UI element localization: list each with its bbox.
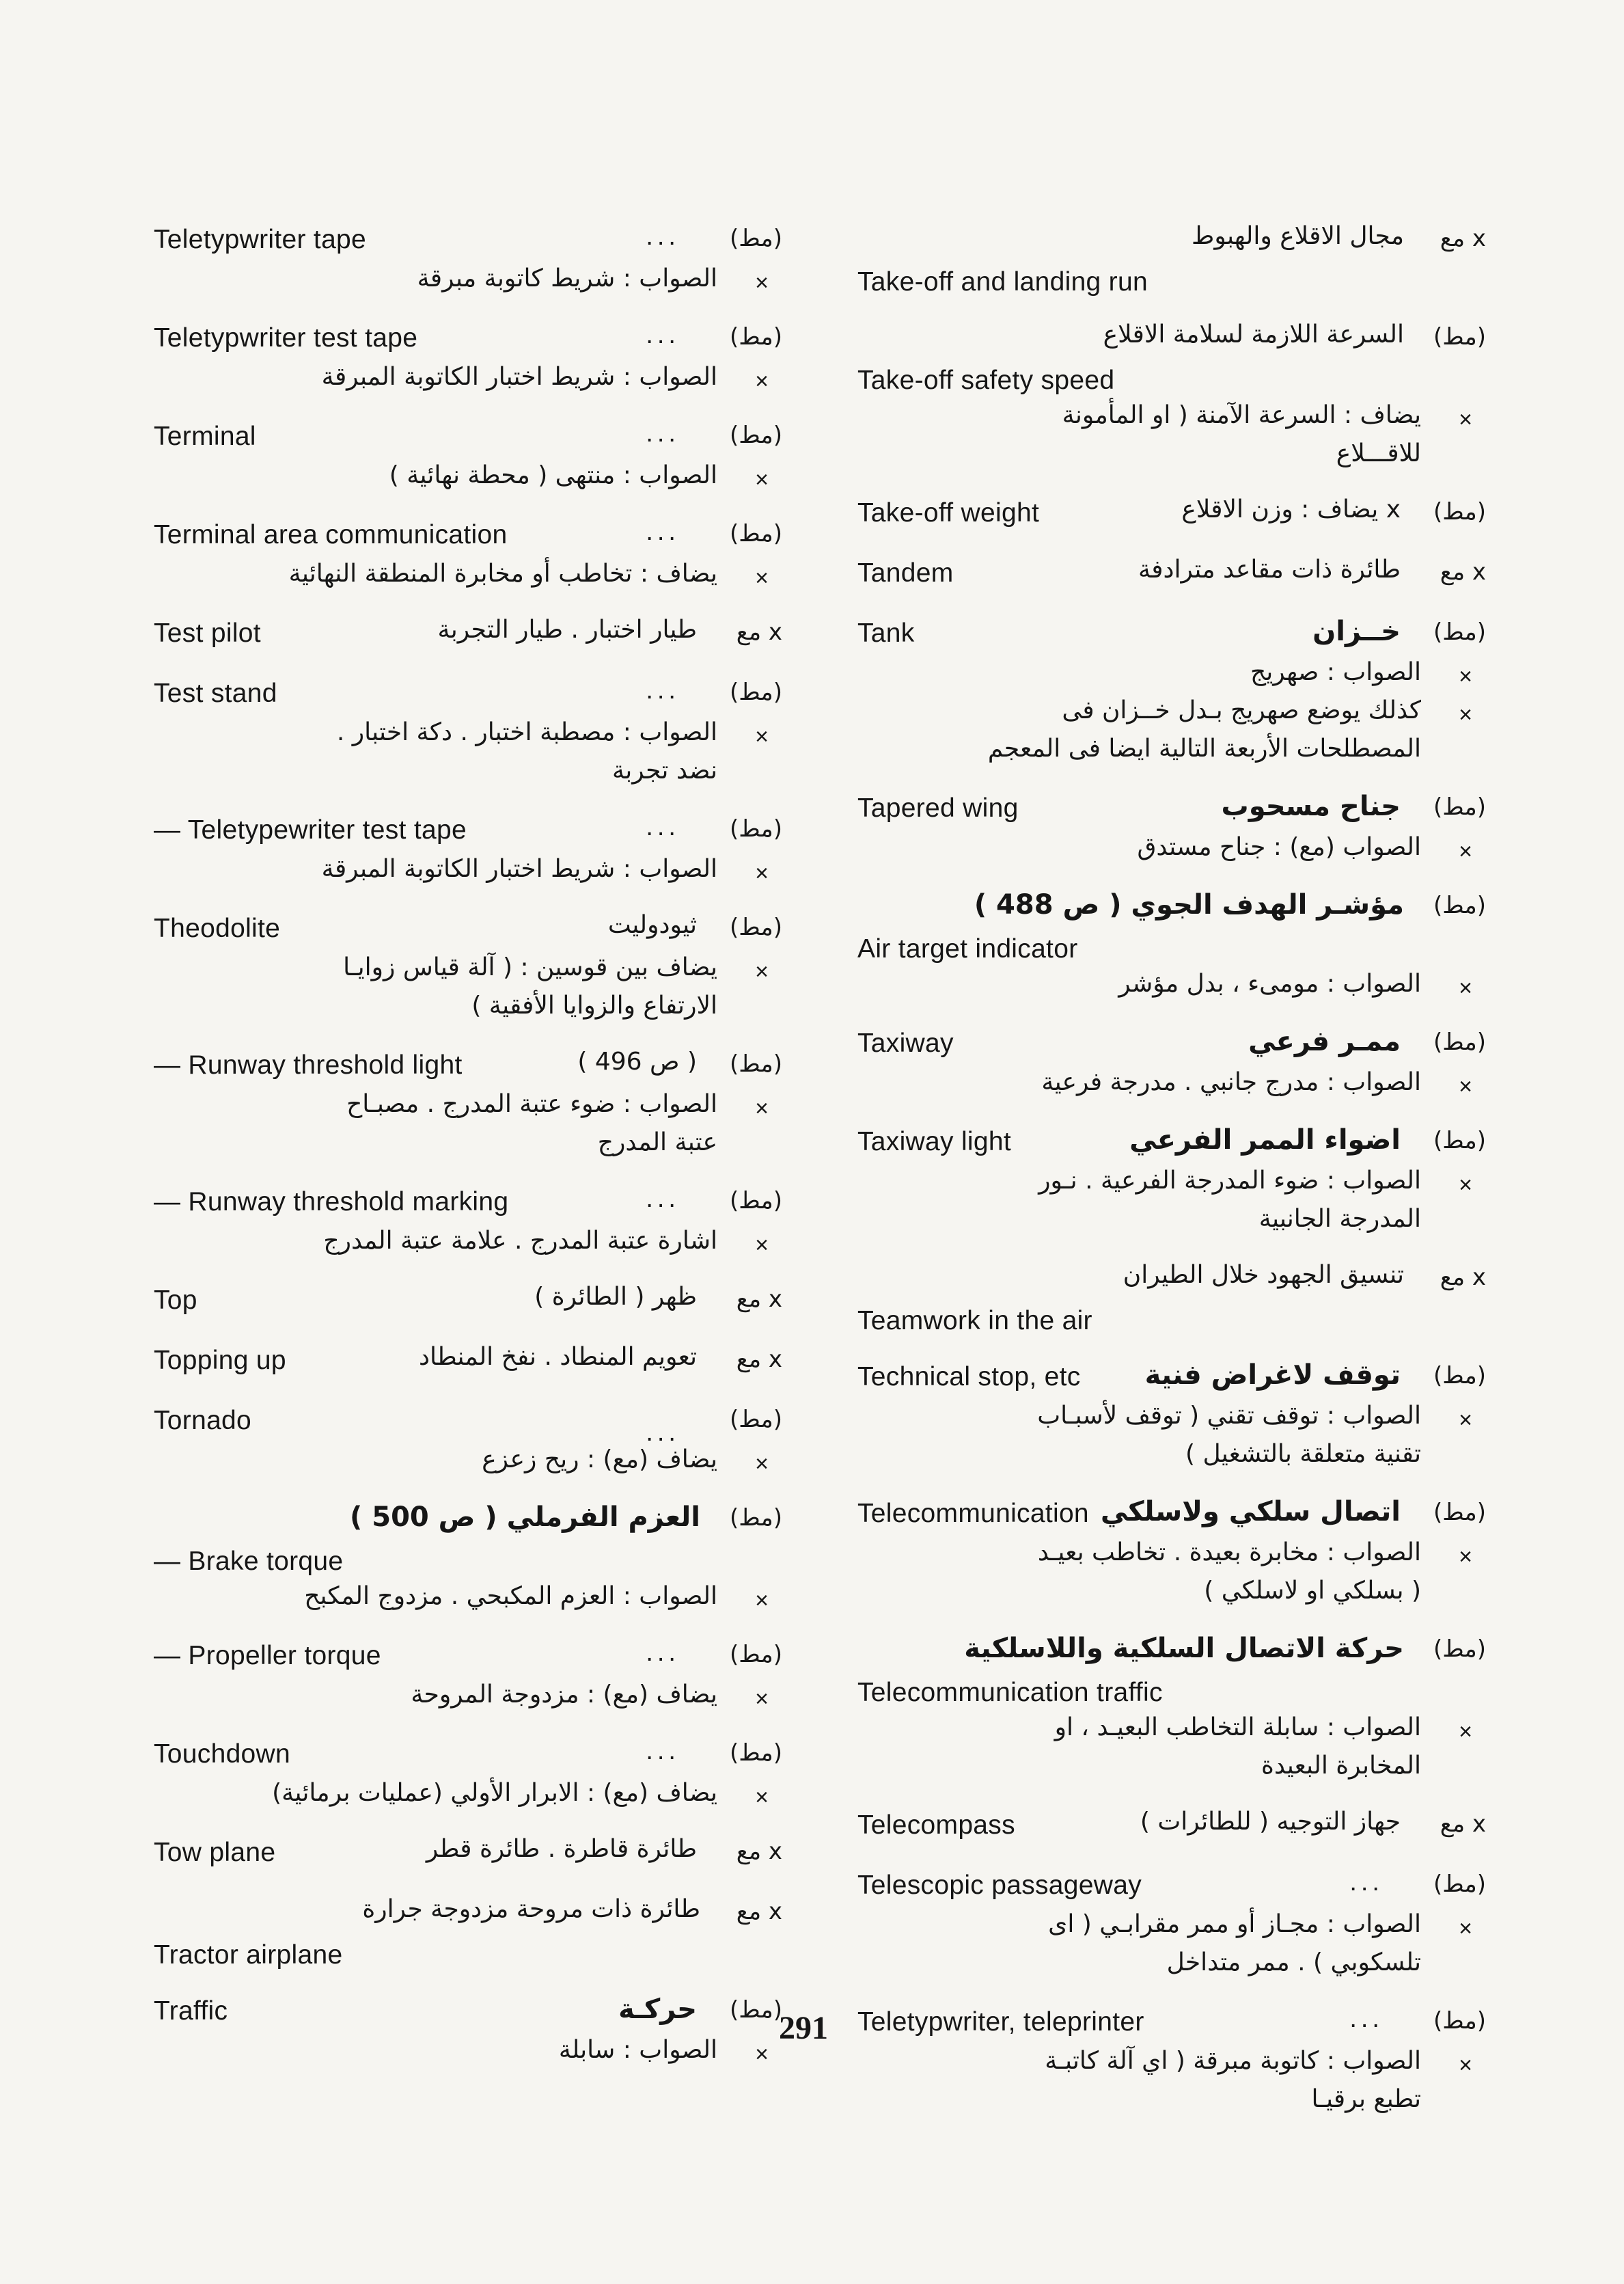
entry-tag: (مط) — [729, 225, 782, 252]
entry-main-row — [154, 1184, 782, 1227]
entry-main-row — [154, 1283, 782, 1325]
entry-tag: (مط) — [1433, 2007, 1486, 2035]
entry-main-row — [154, 1048, 782, 1090]
entry-english-term: Test pilot — [154, 618, 261, 648]
entry-main-row — [154, 616, 782, 658]
entry-tag: (مط) — [729, 914, 782, 941]
entry-arabic-term: جهاز التوجيه ( للطائرات ) — [1140, 1808, 1401, 1836]
entry-continuation-row — [154, 992, 782, 1030]
entry-tag: (مط) — [729, 1406, 782, 1433]
entry-arabic-row — [857, 321, 1486, 363]
dictionary-entry — [154, 321, 782, 401]
entry-correction-row — [857, 833, 1486, 871]
dictionary-entry — [857, 495, 1486, 538]
entry-correction-row — [857, 401, 1486, 439]
entry-english-term: Teletypwriter test tape — [154, 323, 418, 353]
entry-arabic-row — [154, 1895, 782, 1938]
entry-correction-text: الصواب : مصطبة اختبار . دكة اختبار . — [336, 718, 717, 746]
entry-main-row — [154, 676, 782, 718]
entry-english-term: — Teletypewriter test tape — [154, 815, 467, 845]
entry-tag: (مط) — [1433, 1127, 1486, 1154]
entry-main-row — [857, 1026, 1486, 1068]
entry-english-term: Terminal — [154, 422, 256, 451]
entry-tag: (مط) — [729, 679, 782, 706]
entry-correction-text: يضاف : السرعة الآمنة ( او المأمونة — [1062, 401, 1421, 429]
right-column — [857, 222, 1486, 2141]
entry-continuation-text: ( بسلكي او لاسلكي ) — [1204, 1577, 1421, 1605]
entry-english-term: Taxiway light — [857, 1127, 1011, 1156]
entry-continuation-text: نضد تجربة — [611, 757, 717, 785]
entry-main-row — [154, 911, 782, 953]
entry-correction-text: يضاف (مع) : ريح زعزع — [482, 1445, 717, 1473]
entry-dots: ... — [646, 517, 680, 546]
entry-dots: ... — [646, 676, 680, 705]
cross-mark-icon: × — [755, 1784, 769, 1810]
entry-dots: ... — [1349, 2004, 1384, 2033]
entry-tag: (مط) — [729, 422, 782, 449]
cross-mark-icon: × — [1459, 1074, 1472, 1100]
entry-continuation-text: عتبة المدرج — [597, 1128, 717, 1156]
dictionary-entry — [154, 1638, 782, 1719]
entry-main-row — [154, 1343, 782, 1385]
entry-english-term: Telecommunication traffic — [857, 1678, 1163, 1707]
entry-arabic-term: طائرة قاطرة . طائرة قطر — [426, 1835, 697, 1863]
entry-tag: (مط) — [729, 1641, 782, 1668]
entry-correction-text: الصواب : منتهى ( محطة نهائية ) — [389, 461, 717, 489]
entry-arabic-row — [857, 222, 1486, 264]
entry-english-term: Telescopic passageway — [857, 1871, 1142, 1900]
entry-correction-row — [154, 1582, 782, 1620]
entry-english-term: Theodolite — [154, 914, 281, 943]
cross-mark-icon: × — [755, 270, 769, 296]
entry-dots: ... — [646, 222, 680, 251]
entry-correction-row — [154, 953, 782, 992]
entry-english-term: Take-off and landing run — [857, 267, 1148, 297]
entry-continuation-row — [857, 1948, 1486, 1987]
entry-correction-row — [154, 560, 782, 598]
cross-mark-icon: × — [1459, 839, 1472, 865]
entry-tag: (مط) — [729, 520, 782, 547]
entry-dots: ... — [646, 1184, 680, 1213]
entry-correction-row — [154, 1445, 782, 1484]
entry-main-row — [857, 1868, 1486, 1910]
entry-main-row — [857, 616, 1486, 658]
entry-correction-row — [154, 264, 782, 303]
entry-correction-row — [154, 718, 782, 757]
cross-mark-icon: × — [1459, 702, 1472, 728]
entry-tag: x مع — [736, 618, 782, 646]
entry-correction-row — [857, 1068, 1486, 1106]
entry-arabic-term: ( ص 496 ) — [577, 1048, 697, 1076]
dictionary-entry — [154, 1737, 782, 1817]
entry-tag: (مط) — [1433, 1029, 1486, 1056]
cross-mark-icon: × — [1459, 407, 1472, 433]
entry-main-row — [857, 1808, 1486, 1850]
entry-arabic-term: ظهر ( الطائرة ) — [534, 1283, 697, 1311]
entry-tag: x مع — [1440, 1264, 1486, 1291]
entry-english-term: Topping up — [154, 1346, 286, 1375]
entry-arabic-term: حركـة — [618, 1994, 697, 2025]
cross-mark-icon: × — [1459, 1407, 1472, 1433]
entry-english-term: Air target indicator — [857, 934, 1078, 964]
entry-main-row — [857, 791, 1486, 833]
entry-english-row — [857, 1303, 1486, 1342]
entry-arabic-term: مؤشـر الهدف الجوي ( ص 488 ) — [974, 889, 1404, 921]
entry-main-row — [857, 556, 1486, 598]
entry-main-row — [154, 517, 782, 560]
dictionary-entry — [857, 1026, 1486, 1106]
entry-continuation-row — [857, 1752, 1486, 1790]
dictionary-entry — [154, 1994, 782, 2074]
entry-tag: (مط) — [729, 1050, 782, 1078]
dictionary-entry — [154, 911, 782, 1030]
dictionary-entry — [154, 517, 782, 598]
entry-arabic-term: اضواء الممر الفرعي — [1129, 1124, 1401, 1156]
entry-correction-text: يضاف (مع) : الابرار الأولي (عمليات برمائية) — [272, 1779, 717, 1807]
entry-tag: (مط) — [729, 323, 782, 351]
entry-english-term: Tandem — [857, 558, 954, 588]
entry-continuation-row — [154, 757, 782, 795]
entry-tag: (مط) — [729, 815, 782, 843]
dictionary-entry — [857, 1808, 1486, 1850]
entry-main-row — [154, 813, 782, 855]
entry-tag: (مط) — [1433, 793, 1486, 821]
entry-tag: x مع — [736, 1838, 782, 1865]
entry-main-row — [154, 1403, 782, 1445]
left-column — [154, 222, 782, 2092]
entry-main-row — [154, 1737, 782, 1779]
cross-mark-icon: × — [1459, 975, 1472, 1001]
entry-continuation-row — [857, 439, 1486, 478]
entry-tag: (مط) — [1433, 1635, 1486, 1663]
entry-dots: ... — [646, 813, 680, 841]
entry-main-row — [154, 419, 782, 461]
entry-continuation-text: المدرجة الجانبية — [1258, 1205, 1421, 1233]
entry-correction-row — [857, 1910, 1486, 1948]
entry-english-term: Terminal area communication — [154, 520, 508, 549]
entry-english-term: Telecompass — [857, 1810, 1015, 1840]
dictionary-entry — [154, 616, 782, 658]
dictionary-entry — [857, 1496, 1486, 1615]
entry-correction-text: الصواب : مخابرة بعيدة . تخاطب بعيـد — [1037, 1538, 1421, 1566]
entry-tag: (مط) — [1433, 892, 1486, 919]
cross-mark-icon: × — [755, 565, 769, 591]
dictionary-entry — [154, 1501, 782, 1620]
dictionary-entry — [857, 1359, 1486, 1478]
entry-correction-text: الصواب : سابلة التخاطب البعيـد ، او — [1054, 1713, 1421, 1741]
entry-english-term: Tornado — [154, 1406, 252, 1435]
dictionary-entry — [154, 813, 782, 893]
entry-correction-row — [154, 855, 782, 893]
entry-english-term: Teamwork in the air — [857, 1306, 1092, 1335]
entry-arabic-term: مجال الاقلاع والهبوط — [1192, 222, 1404, 250]
entry-correction-text: يضاف (مع) : مزدوجة المروحة — [411, 1681, 717, 1709]
entry-arabic-term: اتصال سلكي ولاسلكي — [1100, 1496, 1401, 1527]
page-number: 291 — [779, 2010, 828, 2046]
entry-continuation-text: الارتفاع والزوايا الأفقية ) — [471, 992, 717, 1020]
entry-english-term: Taxiway — [857, 1029, 954, 1058]
entry-tag: (مط) — [729, 1739, 782, 1767]
dictionary-entry — [154, 1343, 782, 1385]
entry-arabic-row — [857, 1261, 1486, 1303]
dictionary-entry — [857, 616, 1486, 773]
dictionary-entry — [154, 1403, 782, 1484]
dictionary-entry — [857, 1633, 1486, 1790]
entry-correction-text: الصواب : مجـاز أو ممر مقرابـي ( اى — [1048, 1910, 1421, 1938]
entry-arabic-term: x يضاف : وزن الاقلاع — [1181, 495, 1401, 524]
cross-mark-icon: × — [755, 1686, 769, 1712]
entry-dots: ... — [646, 1638, 680, 1667]
entry-correction-text: الصواب : العزم المكبحي . مزدوج المكبح — [304, 1582, 717, 1610]
entry-dots: ... — [646, 1737, 680, 1765]
entry-continuation-text: للاقـــلاع — [1336, 439, 1421, 467]
entry-correction-row — [154, 1681, 782, 1719]
entry-correction-row — [857, 1713, 1486, 1752]
entry-correction-row — [154, 1779, 782, 1817]
entry-tag: (مط) — [729, 1504, 782, 1532]
entry-correction-row — [857, 1538, 1486, 1577]
entry-tag: x مع — [736, 1898, 782, 1925]
entry-tag: (مط) — [1433, 618, 1486, 646]
dictionary-entry — [857, 222, 1486, 303]
entry-english-row — [857, 264, 1486, 303]
cross-mark-icon: × — [1459, 2052, 1472, 2078]
entry-correction-text: الصواب : مدرج جانبي . مدرجة فرعية — [1041, 1068, 1421, 1096]
dictionary-entry — [154, 1895, 782, 1976]
entry-english-term: Traffic — [154, 1996, 228, 2026]
entry-english-row — [857, 932, 1486, 970]
dictionary-entry — [857, 889, 1486, 1008]
entry-english-term: Take-off weight — [857, 498, 1040, 528]
entry-arabic-term: ممـر فرعي — [1248, 1026, 1401, 1057]
entry-arabic-row — [857, 1633, 1486, 1675]
entry-english-term: Teletypwriter tape — [154, 225, 367, 254]
dictionary-entry — [857, 556, 1486, 598]
entry-english-term: Telecommunication — [857, 1499, 1089, 1528]
entry-english-term: — Runway threshold marking — [154, 1187, 509, 1216]
cross-mark-icon: × — [755, 368, 769, 394]
entry-arabic-term: خــزان — [1312, 616, 1401, 647]
entry-tag: (مط) — [1433, 1362, 1486, 1389]
entry-correction-text: الصواب : ضوء المدرجة الفرعية . نـور — [1038, 1167, 1421, 1195]
entry-english-term: Touchdown — [154, 1739, 291, 1769]
entry-continuation-row — [857, 2085, 1486, 2123]
entry-correction-row — [154, 461, 782, 500]
entry-continuation-text: تقنية متعلقة بالتشغيل ) — [1185, 1440, 1421, 1468]
entry-correction-row — [857, 2047, 1486, 2085]
entry-correction-text: يضاف بين قوسين : ( آلة قياس زوايـا — [343, 953, 717, 981]
entry-english-term: Teletypwriter, teleprinter — [857, 2007, 1144, 2037]
entry-correction-text: الصواب : صهريج — [1250, 658, 1421, 686]
entry-continuation-row — [857, 1577, 1486, 1615]
entry-continuation-text: المخابرة البعيدة — [1261, 1752, 1421, 1780]
entry-continuation-row — [857, 1205, 1486, 1243]
entry-continuation-text: تلسكوبي ) . ممر متداخل — [1166, 1948, 1421, 1976]
entry-main-row — [154, 321, 782, 363]
dictionary-entry — [154, 1048, 782, 1167]
entry-arabic-term: طائرة ذات مقاعد مترادفة — [1138, 556, 1401, 584]
entry-main-row — [857, 1124, 1486, 1167]
cross-mark-icon: × — [1459, 664, 1472, 690]
entry-tag: x مع — [1440, 225, 1486, 252]
entry-arabic-term: تعويم المنطاد . نفخ المنطاد — [418, 1343, 697, 1371]
cross-mark-icon: × — [755, 959, 769, 985]
entry-english-term: Tapered wing — [857, 793, 1019, 823]
entry-arabic-term: العزم الفرملي ( ص 500 ) — [350, 1501, 700, 1533]
cross-mark-icon: × — [755, 860, 769, 886]
entry-continuation-text: المصطلحات الأربعة التالية ايضا فى المعجم — [987, 735, 1421, 763]
dictionary-entry — [154, 222, 782, 303]
entry-continuation-row — [857, 1440, 1486, 1478]
cross-mark-icon: × — [1459, 1544, 1472, 1570]
entry-arabic-term: طائرة ذات مروحة مزدوجة جرارة — [362, 1895, 700, 1923]
dictionary-entry — [154, 1283, 782, 1325]
cross-mark-icon: × — [1459, 1172, 1472, 1198]
entry-arabic-row — [154, 1501, 782, 1544]
entry-arabic-row — [857, 889, 1486, 932]
entry-correction-text: اشارة عتبة المدرج . علامة عتبة المدرج — [323, 1227, 717, 1255]
entry-english-term: — Brake torque — [154, 1547, 344, 1576]
dictionary-entry — [154, 419, 782, 500]
cross-mark-icon: × — [1459, 1719, 1472, 1745]
entry-tag: x مع — [736, 1286, 782, 1313]
entry-correction-text: الصواب (مع) : جناح مستدق — [1137, 833, 1421, 861]
entry-arabic-term: السرعة اللازمة لسلامة الاقلاع — [1103, 321, 1404, 349]
entry-english-term: Take-off safety speed — [857, 366, 1115, 395]
entry-correction-row — [857, 1402, 1486, 1440]
entry-correction-text: الصواب : شريط كاتوبة مبرقة — [417, 264, 717, 293]
entry-english-term: Tow plane — [154, 1838, 276, 1867]
entry-main-row — [857, 495, 1486, 538]
entry-dots: ... — [646, 419, 680, 448]
entry-main-row — [857, 1496, 1486, 1538]
entry-correction-text: الصواب : مومىء ، بدل مؤشر — [1118, 970, 1421, 998]
entry-correction-text: الصواب : سابلة — [558, 2036, 717, 2064]
entry-english-term: — Runway threshold light — [154, 1050, 463, 1080]
entry-arabic-term: توقف لاغراض فنية — [1144, 1359, 1401, 1391]
entry-english-row — [154, 1938, 782, 1976]
entry-english-term: Tractor airplane — [154, 1940, 343, 1970]
dictionary-entry — [154, 1184, 782, 1265]
entry-dots: ... — [646, 321, 680, 349]
cross-mark-icon: × — [1459, 1916, 1472, 1942]
entry-english-term: Test stand — [154, 679, 277, 708]
entry-correction-row — [154, 363, 782, 401]
entry-tag: x مع — [736, 1346, 782, 1373]
entry-correction-text: الصواب : شريط اختبار الكاتوبة المبرقة — [321, 855, 717, 883]
dictionary-entry — [857, 321, 1486, 478]
entry-tag: x مع — [1440, 558, 1486, 586]
dictionary-entry — [857, 791, 1486, 871]
entry-english-row — [154, 1544, 782, 1582]
entry-continuation-text: تطبع برقيـا — [1311, 2085, 1421, 2113]
dictionary-entry — [857, 1261, 1486, 1342]
entry-english-term: Technical stop, etc — [857, 1362, 1081, 1391]
entry-arabic-term: تنسيق الجهود خلال الطيران — [1123, 1261, 1404, 1289]
entry-correction-row — [857, 696, 1486, 735]
entry-arabic-term: طيار اختبار . طيار التجربة — [437, 616, 697, 644]
cross-mark-icon: × — [755, 1232, 769, 1258]
entry-correction-text: الصواب : شريط اختبار الكاتوبة المبرقة — [321, 363, 717, 391]
entry-correction-row — [154, 1090, 782, 1128]
entry-main-row — [857, 1359, 1486, 1402]
entry-english-row — [857, 1675, 1486, 1713]
entry-english-row — [857, 363, 1486, 401]
entry-correction-text: يضاف : تخاطب أو مخابرة المنطقة النهائية — [288, 560, 717, 588]
entry-english-term: Top — [154, 1286, 197, 1315]
cross-mark-icon: × — [755, 1096, 769, 1121]
entry-arabic-term: حركة الاتصال السلكية واللاسلكية — [964, 1633, 1404, 1664]
dictionary-entry — [154, 676, 782, 795]
entry-english-term: — Propeller torque — [154, 1641, 381, 1670]
entry-tag: (مط) — [1433, 498, 1486, 526]
dictionary-entry — [857, 1124, 1486, 1243]
entry-correction-text: الصواب : ضوء عتبة المدرج . مصبـاح — [346, 1090, 717, 1118]
entry-english-term: Tank — [857, 618, 915, 648]
entry-tag: (مط) — [1433, 323, 1486, 351]
entry-tag: (مط) — [1433, 1499, 1486, 1526]
entry-tag: (مط) — [729, 1187, 782, 1214]
entry-correction-text: الصواب : كاتوبة مبرقة ( اي آلة كاتبـة — [1045, 2047, 1421, 2075]
entry-tag: (مط) — [1433, 1871, 1486, 1898]
entry-dots: ... — [646, 1418, 680, 1447]
entry-continuation-row — [154, 1128, 782, 1167]
entry-correction-row — [857, 1167, 1486, 1205]
entry-main-row — [154, 1835, 782, 1877]
entry-correction-row — [857, 970, 1486, 1008]
cross-mark-icon: × — [755, 2041, 769, 2067]
entry-tag: x مع — [1440, 1810, 1486, 1838]
entry-correction-row — [154, 2036, 782, 2074]
entry-arabic-term: ثيودوليت — [607, 911, 697, 939]
cross-mark-icon: × — [755, 724, 769, 750]
entry-main-row — [154, 1994, 782, 2036]
dictionary-entry — [154, 1835, 782, 1877]
entry-dots: ... — [1349, 1868, 1384, 1896]
cross-mark-icon: × — [755, 1588, 769, 1614]
cross-mark-icon: × — [755, 467, 769, 493]
entry-correction-text: الصواب : توقف تقني ( توقف لأسبـاب — [1037, 1402, 1421, 1430]
dictionary-entry — [857, 2004, 1486, 2123]
cross-mark-icon: × — [755, 1451, 769, 1477]
entry-main-row — [857, 2004, 1486, 2047]
entry-continuation-row — [857, 735, 1486, 773]
entry-main-row — [154, 1638, 782, 1681]
dictionary-entry — [857, 1868, 1486, 1987]
entry-correction-text: كذلك يوضع صهريج بـدل خــزان فى — [1062, 696, 1421, 724]
entry-arabic-term: جناح مسحوب — [1221, 791, 1401, 822]
entry-main-row — [154, 222, 782, 264]
entry-tag: (مط) — [729, 1996, 782, 2024]
entry-correction-row — [154, 1227, 782, 1265]
entry-correction-row — [857, 658, 1486, 696]
